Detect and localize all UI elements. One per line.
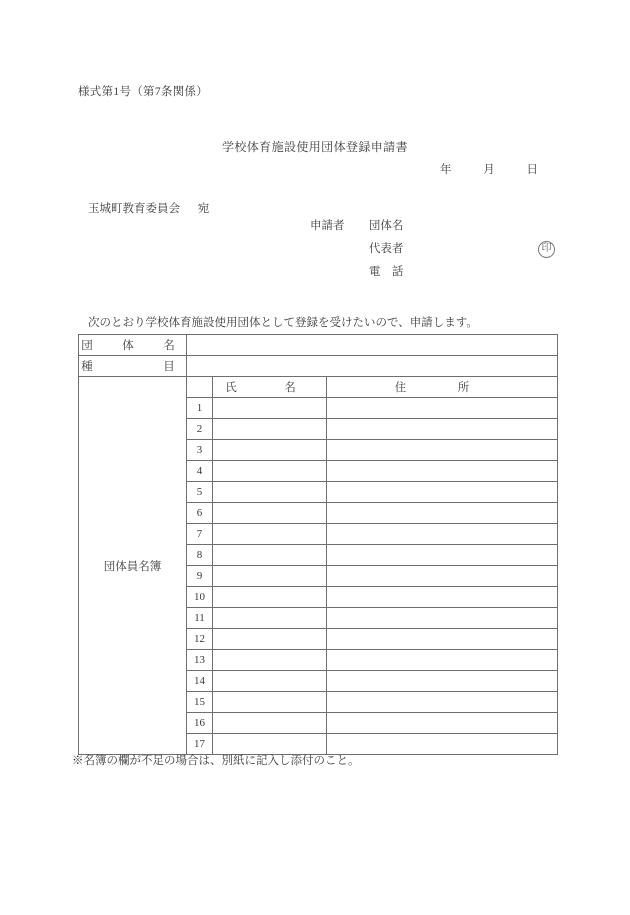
roster-row-name[interactable] bbox=[213, 692, 327, 713]
row-label-organization-name: 団 体 名 bbox=[79, 335, 187, 356]
roster-row-name[interactable] bbox=[213, 461, 327, 482]
applicant-heading: 申請者 bbox=[310, 220, 345, 232]
roster-row-address[interactable] bbox=[327, 629, 558, 650]
table-row-organization-name bbox=[79, 335, 558, 356]
roster-row-address[interactable] bbox=[327, 587, 558, 608]
table-row-category bbox=[79, 356, 558, 377]
roster-row-name[interactable] bbox=[213, 524, 327, 545]
date-line bbox=[440, 161, 538, 177]
roster-row-number: 17 bbox=[187, 734, 213, 755]
roster-row-name[interactable] bbox=[213, 650, 327, 671]
roster-row-number: 5 bbox=[187, 482, 213, 503]
roster-row-number: 2 bbox=[187, 419, 213, 440]
row-value-category[interactable] bbox=[187, 356, 558, 377]
roster-header-number bbox=[187, 377, 213, 398]
roster-row-number: 3 bbox=[187, 440, 213, 461]
applicant-row-organization bbox=[310, 217, 403, 240]
roster-row-number: 7 bbox=[187, 524, 213, 545]
addressee-organization: 玉城町教育委員会 bbox=[88, 203, 180, 215]
roster-row-address[interactable] bbox=[327, 566, 558, 587]
footnote: ※名簿の欄が不足の場合は、別紙に記入し添付のこと。 bbox=[72, 755, 360, 767]
roster-row-name[interactable] bbox=[213, 608, 327, 629]
roster-row-name[interactable] bbox=[213, 629, 327, 650]
addressee-honorific: 宛 bbox=[197, 203, 210, 215]
roster-row-address[interactable] bbox=[327, 482, 558, 503]
roster-row-number: 6 bbox=[187, 503, 213, 524]
applicant-block bbox=[310, 217, 552, 286]
roster-header-row bbox=[79, 377, 558, 398]
applicant-organization-label: 団体名 bbox=[368, 220, 404, 232]
roster-row-number: 11 bbox=[187, 608, 213, 629]
roster-row-number: 13 bbox=[187, 650, 213, 671]
roster-row-number: 1 bbox=[187, 398, 213, 419]
roster-row-address[interactable] bbox=[327, 608, 558, 629]
intro-sentence: 次のとおり学校体育施設使用団体として登録を受けたいので、申請します。 bbox=[88, 317, 478, 329]
roster-row-number: 15 bbox=[187, 692, 213, 713]
roster-label: 団体員名簿 bbox=[79, 377, 187, 755]
roster-row-number: 14 bbox=[187, 671, 213, 692]
roster-row-number: 9 bbox=[187, 566, 213, 587]
roster-row-number: 8 bbox=[187, 545, 213, 566]
roster-row-name[interactable] bbox=[213, 440, 327, 461]
roster-row-name[interactable] bbox=[213, 713, 327, 734]
applicant-representative-label: 代表者 bbox=[368, 243, 404, 255]
row-label-category: 種 目 bbox=[79, 356, 187, 377]
year-label: 年 bbox=[440, 164, 452, 176]
roster-header-address: 住 所 bbox=[327, 377, 558, 398]
roster-header-name: 氏 名 bbox=[213, 377, 327, 398]
seal-icon: 印 bbox=[538, 241, 555, 258]
row-value-organization-name[interactable] bbox=[187, 335, 558, 356]
roster-row-address[interactable] bbox=[327, 713, 558, 734]
roster-row-address[interactable] bbox=[327, 692, 558, 713]
applicant-telephone-label: 電 話 bbox=[368, 266, 404, 278]
applicant-row-telephone bbox=[310, 263, 403, 286]
roster-row-address[interactable] bbox=[327, 440, 558, 461]
addressee bbox=[88, 200, 209, 216]
applicant-row-representative bbox=[310, 240, 552, 263]
roster-row-address[interactable] bbox=[327, 650, 558, 671]
roster-row-address[interactable] bbox=[327, 734, 558, 755]
roster-row-name[interactable] bbox=[213, 587, 327, 608]
roster-row-number: 12 bbox=[187, 629, 213, 650]
roster-row-name[interactable] bbox=[213, 671, 327, 692]
roster-row-address[interactable] bbox=[327, 524, 558, 545]
roster-row-name[interactable] bbox=[213, 398, 327, 419]
page-title: 学校体育施設使用団体登録申請書 bbox=[221, 140, 408, 154]
roster-row-address[interactable] bbox=[327, 419, 558, 440]
roster-row-number: 10 bbox=[187, 587, 213, 608]
roster-row-number: 16 bbox=[187, 713, 213, 734]
roster-row-address[interactable] bbox=[327, 671, 558, 692]
roster-row-number: 4 bbox=[187, 461, 213, 482]
form-number: 様式第1号（第7条関係） bbox=[78, 86, 209, 98]
roster-row-name[interactable] bbox=[213, 419, 327, 440]
roster-row-name[interactable] bbox=[213, 545, 327, 566]
day-label: 日 bbox=[526, 164, 538, 176]
roster-row-name[interactable] bbox=[213, 503, 327, 524]
registration-table bbox=[78, 334, 558, 755]
month-label: 月 bbox=[483, 164, 495, 176]
roster-row-address[interactable] bbox=[327, 545, 558, 566]
roster-row-address[interactable] bbox=[327, 503, 558, 524]
roster-row-name[interactable] bbox=[213, 482, 327, 503]
roster-row-address[interactable] bbox=[327, 398, 558, 419]
roster-row-address[interactable] bbox=[327, 461, 558, 482]
roster-row-name[interactable] bbox=[213, 566, 327, 587]
